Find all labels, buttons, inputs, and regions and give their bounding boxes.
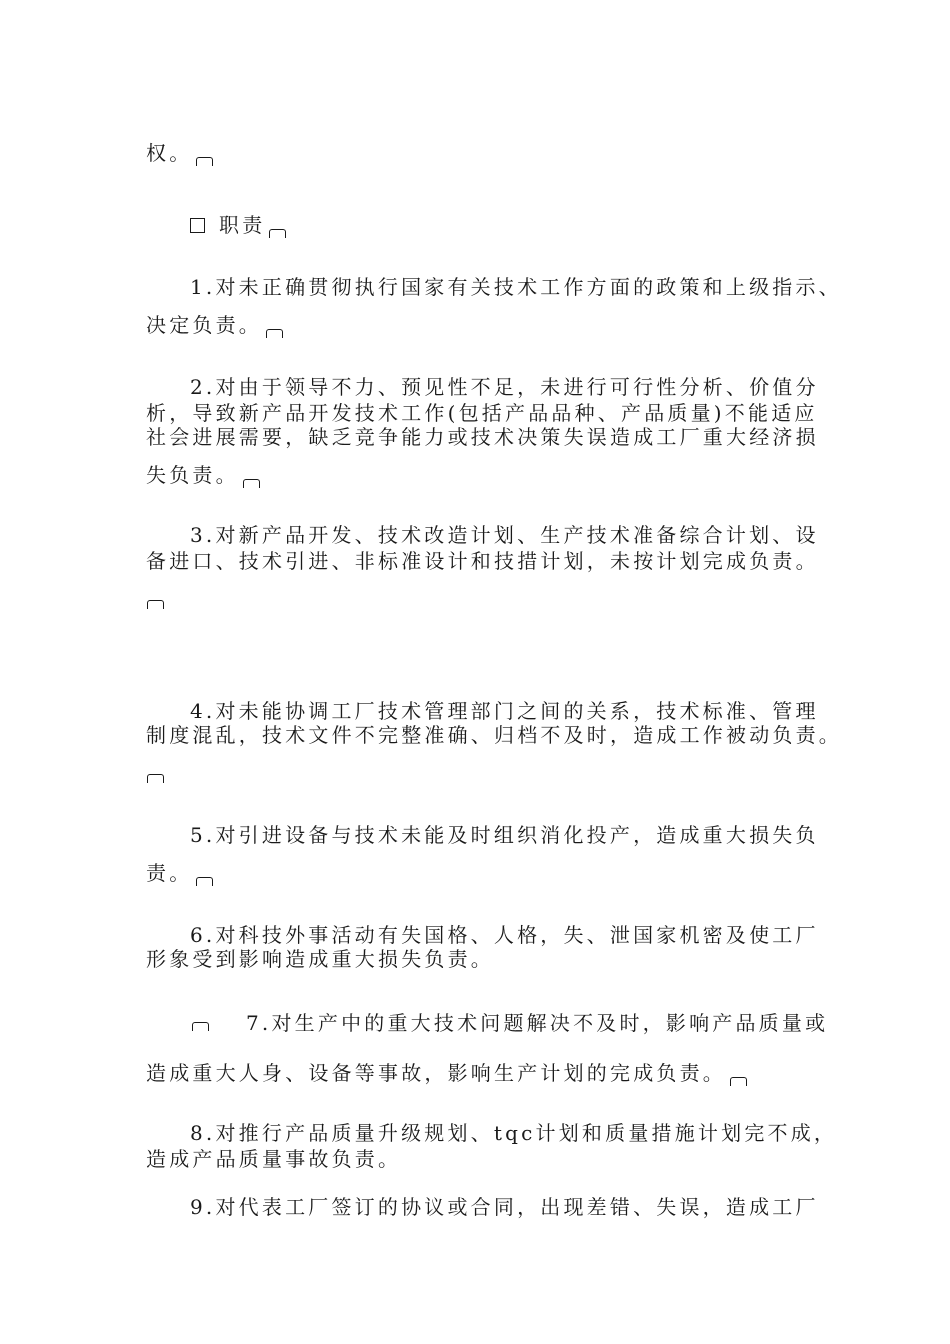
text-line: 造成产品质量事故负责。 [146,1147,402,1171]
text-line: 2.对由于领导不力、预见性不足，未进行可行性分析、价值分 [190,375,819,399]
text-line: 8.对推行产品质量升级规划、tqc计划和质量措施计划完不成， [190,1121,838,1145]
text-line: 责。 [146,860,213,886]
paragraph-mark-icon [147,600,164,609]
text-line: 形象受到影响造成重大损失负责。 [146,947,494,971]
text-line: 备进口、技术引进、非标准设计和技措计划，未按计划完成负责。 [146,549,819,573]
paragraph-mark-icon [730,1077,747,1086]
text-line: 6.对科技外事活动有失国格、人格，失、泄国家机密及使工厂 [190,923,819,947]
text-line: 决定负责。 [146,312,283,338]
text-line: 权。 [146,140,213,166]
text-line: 造成重大人身、设备等事故，影响生产计划的完成负责。 [146,1060,747,1086]
text-line: 7.对生产中的重大技术问题解决不及时，影响产品质量或 [246,1011,829,1035]
text-line: 1.对未正确贯彻执行国家有关技术工作方面的政策和上级指示、 [190,275,842,299]
text-line: 社会进展需要，缺乏竞争能力或技术决策失误造成工厂重大经济损 [146,425,819,449]
text-line: 9.对代表工厂签订的协议或合同，出现差错、失误，造成工厂 [190,1195,819,1219]
text-line: 制度混乱，技术文件不完整准确、归档不及时，造成工作被动负责。 [146,723,842,747]
paragraph-mark-icon [192,1022,209,1031]
paragraph-mark-icon [196,157,213,166]
text-line: 4.对未能协调工厂技术管理部门之间的关系，技术标准、管理 [190,699,819,723]
text-line: 失负责。 [146,462,260,488]
paragraph-mark-icon [196,877,213,886]
text-line: 5.对引进设备与技术未能及时组织消化投产，造成重大损失负 [190,823,819,847]
checkbox-icon [190,218,205,233]
paragraph-mark-icon [147,774,164,783]
text-line: 析，导致新产品开发技术工作(包括产品品种、产品质量)不能适应 [146,401,818,425]
paragraph-mark-icon [269,229,286,238]
text-line: 3.对新产品开发、技术改造计划、生产技术准备综合计划、设 [190,523,819,547]
paragraph-mark-icon [243,479,260,488]
section-heading: 职责 [190,212,286,238]
paragraph-mark-icon [266,329,283,338]
